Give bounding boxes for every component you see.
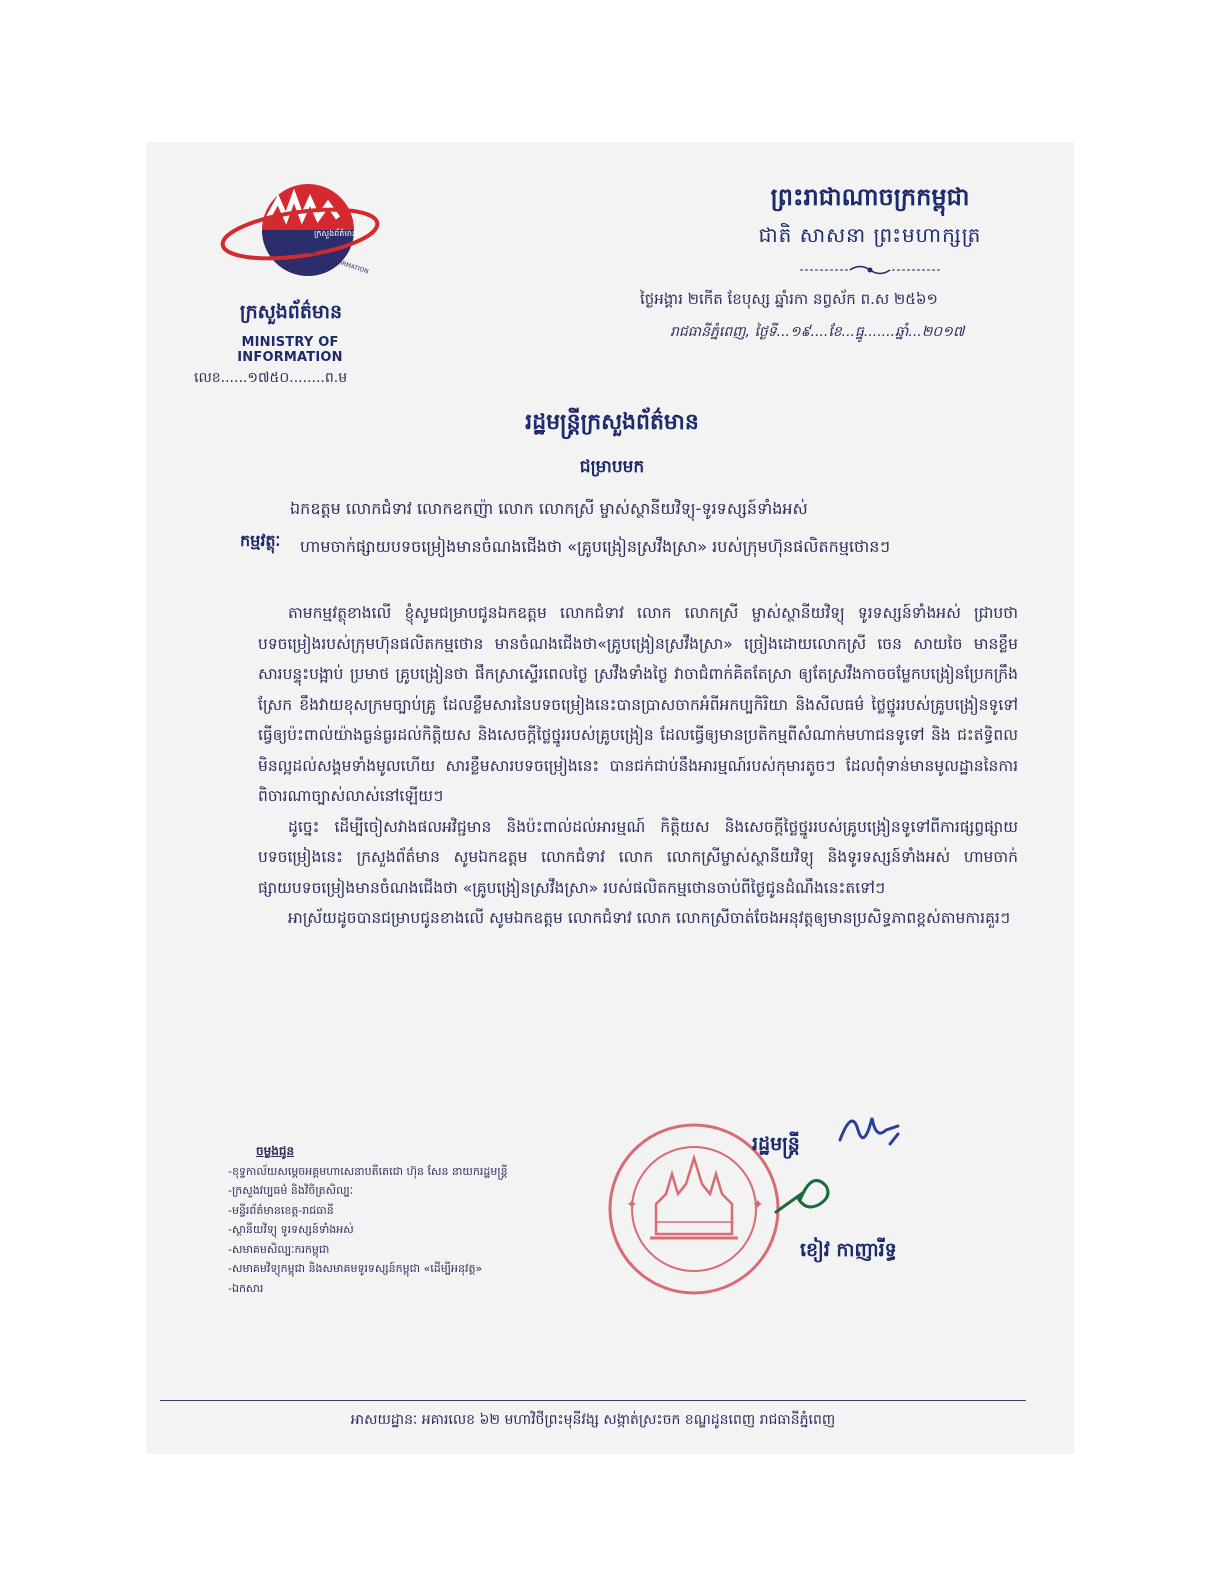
- cc-list: [228, 1142, 608, 1298]
- national-motto: ជាតិ សាសនា ព្រះមហាក្សត្រ: [758, 223, 982, 247]
- addressee-line: ឯកឧត្តម លោកជំទាវ លោកឧកញ៉ា លោក លោកស្រី ម្ចាស់ស្ថានីយវិទ្យុ-ទូរទស្សន៍ទាំងអស់: [290, 499, 808, 518]
- sender-heading: រដ្ឋមន្ត្រីក្រសួងព័ត៌មាន: [525, 410, 699, 435]
- kingdom-title: ព្រះរាជាណាចក្រកម្ពុជា: [770, 183, 970, 211]
- body-paragraph: ដូច្នេះ ដើម្បីចៀសវាងផលអវិជ្ជមាន និងប៉ះពាល់ដល់អារម្មណ៍ កិត្តិយស និងសេចក្តីថ្លៃថ្នូររបស់គ្រូបង្រៀនទូទៅពីការផ្សព្វផ្សាយបទចម្រៀងនេះ ក្រសួងព័ត៌មាន សូមឯកឧត្តម លោកជំទាវ លោក លោកស្រីម្ចាស់ស្ថានីយវិទ្យុ និងទូរទស្សន៍ទាំងអស់ ហាមចាក់ផ្សាយបទចម្រៀងមានចំណងជើងថា «គ្រូបង្រៀនស្រវឹងស្រា» របស់ផលិតកម្មថោនចាប់ពីថ្ងៃជូនដំណឹងនេះតទៅៗ: [258, 817, 1018, 897]
- logo-emblem-icon: [220, 178, 380, 298]
- cc-item: -ឯកសារ: [228, 1281, 264, 1295]
- subject-label: កម្មវត្ថុៈ: [240, 531, 281, 550]
- svg-text:✦: ✦: [626, 1197, 638, 1213]
- body-paragraph: អាស្រ័យដូចបានជម្រាបជូនខាងលើ សូមឯកឧត្តម លោកជំទាវ លោក លោកស្រីចាត់ចែងអនុវត្តឲ្យមានប្រសិទ្ធភាពខ្ពស់តាមការគួរៗ: [288, 909, 1011, 927]
- signature-scribble-icon: [740, 1100, 920, 1220]
- footer-address: អាសយដ្ឋានៈ អគារលេខ ៦២ មហាវិថីព្រះមុនីវង្ស សង្កាត់ស្រះចក ខណ្ឌដូនពេញ រាជធានីភ្នំពេញ: [350, 1412, 836, 1428]
- body-paragraph: តាមកម្មវត្ថុខាងលើ ខ្ញុំសូមជម្រាបជូនឯកឧត្តម លោកជំទាវ លោក លោកស្រី ម្ចាស់ស្ថានីយវិទ្យុ ទូរទស្សន៍ទាំងអស់ ជ្រាបថា បទចម្រៀងរបស់ក្រុមហ៊ុនផលិតកម្មថោន មានចំណងជើងថា«គ្រូបង្រៀនស្រវឹងស្រា» ច្រៀងដោយលោកស្រី ចេន សាយចៃ មានខ្លឹមសារបន្ទុះបង្អាប់ ប្រមាថ គ្រូបង្រៀនថា ផឹកស្រាស្ទើរពេលថ្ងៃ ស្រវឹងទាំងថ្ងៃ វាចាជំពាក់គិតតែស្រា ឲ្យតែស្រវឹងកាចចម្លែកបង្រៀនប្រែកក្រឹងស្រែក ខឹងវាយខុសក្រមច្បាប់គ្រូ ដែលខ្លឹមសារនៃបទចម្រៀងនេះបានប្រាសចាកអំពីអកប្បកិរិយា និងសីលធម៌ ថ្លៃថ្នូររបស់គ្រូបង្រៀនទូទៅ ធ្វើឲ្យប៉ះពាល់យ៉ាងធ្ងន់ធ្ងរដល់កិត្តិយស និងសេចក្តីថ្លៃថ្នូររបស់គ្រូបង្រៀន ដែលធ្វើឲ្យមានប្រតិកម្មពីសំណាក់មហាជនទូទៅ និង ជះឥទ្ធិពលមិនល្អដល់សង្គមទាំងមូលហើយ សារខ្លឹមសារបទចម្រៀងនេះ បានជក់ជាប់នឹងអារម្មណ៍របស់កុមារតូចៗ ដែលពុំទាន់មានមូលដ្ឋាននៃការពិចារណាច្បាស់លាស់នៅឡើយៗ: [258, 604, 1018, 805]
- signatory-title: រដ្ឋមន្ត្រី: [752, 1133, 800, 1155]
- salutation-heading: ជម្រាបមក: [579, 457, 645, 477]
- signatory-name: ខៀវ កាញារីទ្ធ: [800, 1239, 897, 1261]
- cc-item: -ស្ថានីយវិទ្យុ ទូរទស្សន៍ទាំងអស់: [228, 1223, 354, 1236]
- svg-text:✦: ✦: [752, 1197, 764, 1213]
- cc-title: ចម្លងជូន: [256, 1144, 295, 1158]
- footer-divider: [160, 1400, 1026, 1401]
- cc-item: -មន្ទីរព័ត៌មានខេត្ត-រាជធានី: [228, 1203, 334, 1217]
- lunar-date: ថ្ងៃអង្គារ ២កើត ខែបុស្ស ឆ្នាំរកា នព្វស័ក ព.ស ២៥៦១: [640, 290, 938, 308]
- logo-caption-kh: ក្រសួងព័ត៌មាន: [314, 229, 358, 238]
- cc-item: -សមាគមវិទ្យុកម្ពុជា និងសមាគមទូរទស្សន៍កម្ពុជា «ដើម្បីអនុវត្ត»: [228, 1262, 483, 1275]
- ministry-name-en: MINISTRY OF INFORMATION: [237, 335, 343, 365]
- cc-item: -ក្រសួងវប្បធម៌ និងវិចិត្រសិល្បៈ: [228, 1184, 354, 1197]
- ministry-name-kh: ក្រសួងព័ត៌មាន: [239, 301, 343, 323]
- place-and-date: រាជធានីភ្នំពេញ, ថ្ងៃទី...១៩....ខែ...ធ្នូ.......ឆ្នាំ...២០១៧: [670, 324, 965, 340]
- cc-item: -សមាគមសិល្បៈករកម្ពុជា: [228, 1242, 330, 1256]
- letter-body: [258, 598, 1018, 934]
- cc-item: -ខុទ្ទកាល័យសម្តេចអគ្គមហាសេនាបតីតេជោ ហ៊ុន សែន នាយករដ្ឋមន្ត្រី: [228, 1164, 508, 1178]
- subject-text: ហាមចាក់ផ្សាយបទចម្រៀងមានចំណងជើងថា «គ្រូបង្រៀនស្រវឹងស្រា» របស់ក្រុមហ៊ុនផលិតកម្មថោនៗ: [300, 537, 890, 556]
- logo-caption-en: MINISTRY OF INFORMATION: [288, 243, 370, 276]
- handwritten-signature: [740, 1100, 920, 1220]
- ministry-logo: [220, 178, 380, 298]
- ornament-divider-icon: [800, 262, 940, 276]
- reference-number: លេខ......១៧៥០........ព.ម: [194, 370, 348, 386]
